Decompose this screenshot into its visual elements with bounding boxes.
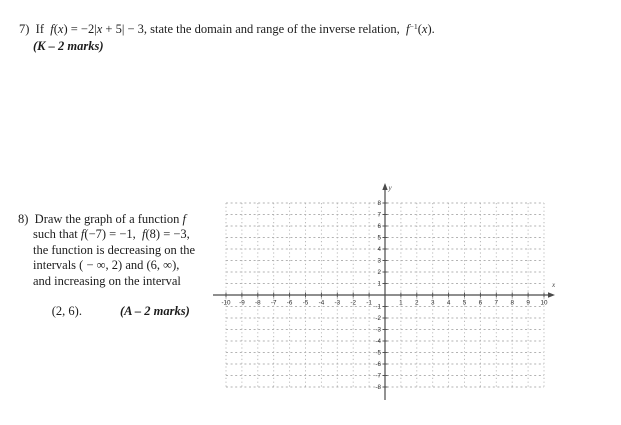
- problem-8-line-5: and increasing on the interval: [33, 273, 181, 288]
- problem-8-interval: (2, 6).: [51, 304, 82, 319]
- coordinate-grid: [205, 175, 577, 425]
- svg-text:-10: -10: [221, 299, 231, 307]
- svg-text:x: x: [552, 281, 556, 289]
- svg-text:7: 7: [377, 211, 381, 219]
- problem-8-line-2: such that f(−7) = −1, f(8) = −3,: [33, 227, 190, 242]
- svg-text:-6: -6: [286, 299, 293, 307]
- problem-8-marks: (A – 2 marks): [119, 304, 190, 319]
- problem-8-line-6: [18, 289, 228, 335]
- svg-text:8: 8: [510, 299, 514, 307]
- svg-text:6: 6: [377, 223, 381, 231]
- svg-text:8: 8: [377, 200, 381, 208]
- svg-text:-9: -9: [239, 299, 245, 307]
- svg-text:-2: -2: [350, 299, 357, 307]
- axis-letter-labels: [388, 184, 557, 289]
- problem-7-statement: 7) If f(x) = −2|x + 5| − 3, state the domain and range of the inverse relation, $f^{-1}(x)$.: [19, 21, 435, 36]
- svg-text:-2: -2: [375, 315, 381, 323]
- svg-text:-1: -1: [366, 299, 372, 307]
- svg-text:-3: -3: [375, 326, 381, 334]
- svg-text:3: 3: [430, 299, 435, 307]
- svg-text:-8: -8: [254, 299, 261, 307]
- svg-text:1: 1: [377, 280, 381, 288]
- svg-text:-7: -7: [270, 299, 277, 307]
- svg-text:5: 5: [462, 299, 467, 307]
- svg-text:-4: -4: [375, 338, 381, 346]
- svg-text:-4: -4: [318, 299, 325, 307]
- problem-7-marks: (K – 2 marks): [33, 39, 104, 53]
- svg-text:2: 2: [415, 299, 419, 307]
- problem-8-line-4: intervals ( − ∞, 2) and (6, ∞),: [33, 258, 180, 273]
- svg-text:4: 4: [446, 299, 451, 307]
- svg-text:-3: -3: [334, 299, 341, 307]
- svg-text:10: 10: [540, 299, 548, 307]
- svg-text:4: 4: [377, 246, 381, 254]
- svg-text:3: 3: [377, 257, 381, 265]
- svg-text:7: 7: [494, 299, 499, 307]
- svg-text:-1: -1: [375, 303, 381, 311]
- svg-text:y: y: [388, 184, 392, 192]
- problem-8-line-3: the function is decreasing on the: [33, 242, 196, 257]
- svg-text:-5: -5: [302, 299, 309, 307]
- svg-text:6: 6: [478, 299, 483, 307]
- svg-text:-8: -8: [375, 384, 381, 392]
- problem-8-statement: [18, 212, 228, 335]
- problem-8-line-1: 8) Draw the graph of a function f: [18, 212, 187, 226]
- axes: [213, 183, 555, 400]
- svg-text:9: 9: [526, 299, 530, 307]
- svg-text:1: 1: [399, 299, 403, 307]
- svg-text:-6: -6: [375, 361, 381, 369]
- svg-text:5: 5: [377, 234, 381, 242]
- svg-text:-7: -7: [375, 372, 381, 380]
- svg-text:2: 2: [377, 269, 381, 277]
- svg-text:-5: -5: [375, 349, 381, 357]
